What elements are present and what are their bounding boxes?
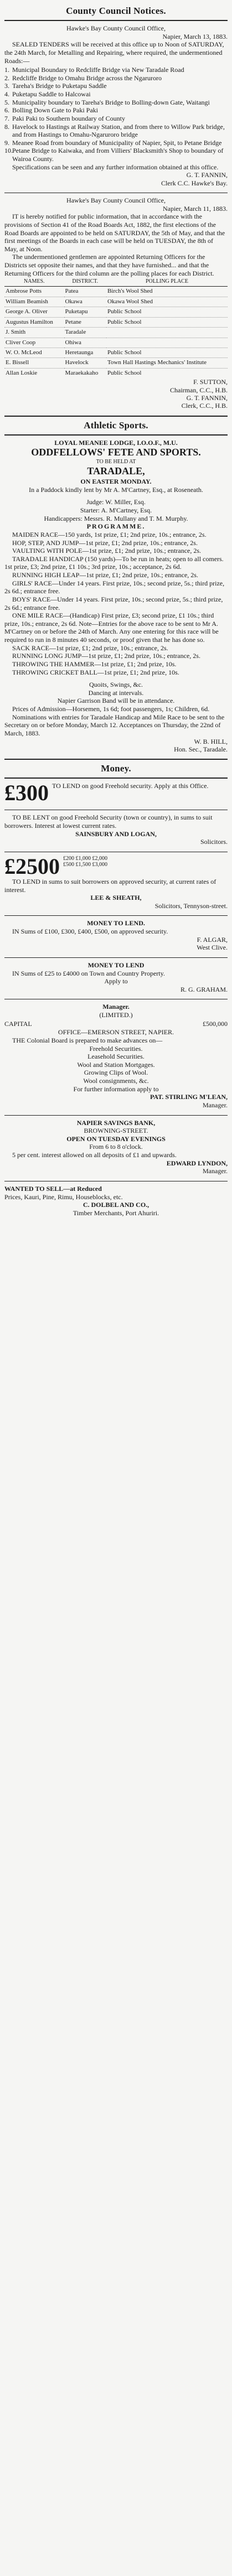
tenders-signature [4,171,228,187]
ad-text: TO BE LENT on good Freehold Security (town or country), in sums to suit borrowers. Interest at lowest current rates. [4,813,213,830]
athletic-signature [4,738,228,754]
table-row: W. O. McLeod Heretaunga Public School [4,348,228,357]
ad-text: IN Sums of £25 to £4000 on Town and Country Property. [12,969,165,977]
bank-hours: From 6 to 8 o'clock. [89,1143,143,1151]
company-item: Growing Clips of Wool. [84,1069,148,1077]
divider [4,20,228,21]
programme-title: PROGRAMME. [86,522,146,531]
tenders-date: Napier, March 13, 1883. [162,32,228,40]
bank-title: NAPIER SAVINGS BANK, [76,1118,156,1127]
tender-item: 10.Petane Bridge to Kaiwaka, and from Villiers' Blacksmith's Shop to boundary of Wairoa County. [4,147,224,163]
capital-label: CAPITAL [4,1019,32,1028]
divider [4,434,228,436]
tenders-header: Hawke's Bay County Council Office, [66,24,166,32]
table-row: William Beamish Okawa Okawa Wool Shed [4,297,228,307]
election-signature-clerk [4,394,228,410]
sum-value: £1,000 [75,855,91,862]
ad-heading: MONEY TO LEND. [87,919,145,927]
ad-text: IN Sums of £100, £300, £400, £500, on approved security. [12,927,168,935]
money-ad-5 [4,961,228,994]
table-row: Cliver Coop Ohiwa [4,338,228,348]
money-ad-1 [4,782,228,804]
col-polling: POLLING PLACE [106,277,228,287]
election-date: Napier, March 11, 1883. [162,204,228,212]
money-title: Money. [101,763,131,774]
tender-item: 3. Tareha's Bridge to Puketapu Saddle [4,82,107,90]
programme-list [4,531,228,676]
fete-location: In a Paddock kindly lent by Mr A. M'Cartney, Esq., at Roseneath. [29,485,203,494]
table-row: George A. Oliver Puketapu Public School [4,307,228,317]
company-item: Leasehold Securities. [87,1053,145,1061]
tenders-notice [4,24,228,187]
sum-table [63,856,107,868]
election-body-2: The undermentioned gentlemen are appointed Returning Officers for the Districts set opposite their names, and that they have furnished... and that the Returning Officers for the third column are the polling places for each District. [4,253,214,277]
sig-title: Hon. Sec., Taradale. [174,745,228,753]
sig-name: G. T. FANNIN, [186,393,228,402]
money-ad-1-row [4,782,228,804]
table-row: E. Bissell Havelock Town Hall Hastings Mechanics' Institute [4,358,228,368]
table-header [4,277,228,287]
tender-item: 8. Havelock to Hastings at Railway Station, and from there to Willow Park bridge, and from Hastings to Omahu-Ngaruroro bridge [4,122,225,139]
handicappers: Handicappers: Messrs. R. Mullany and T. M. Murphy. [44,514,188,522]
ad-name: F. ALGAR, [197,935,228,944]
lodge-name: LOYAL MEANEE LODGE, I.O.O.F., M.U. [54,438,178,447]
table-row: Allan Loskie Maraekakaho Public School [4,368,228,378]
tenders-intro: SEALED TENDERS will be received at this office up to Noon of SATURDAY, the 24th March, for Metalling and Repairing, where required, the undermentioned Roads:— [4,40,224,65]
bank-interest: 5 per cent. interest allowed on all deposits of £1 and upwards. [12,1151,177,1159]
sig-title: Clerk C.C. Hawke's Bay. [161,179,228,187]
event-item: THROWING THE HAMMER—1st prize, £1; 2nd prize, 10s. [12,660,177,668]
ad-name: SAINSBURY AND LOGAN, [75,830,157,838]
ad-name: LEE & SHEATH, [90,894,142,902]
table-row: J. Smith Taradale [4,328,228,338]
oddfellows-fete-ad [4,439,228,754]
company-item: Wool and Station Mortgages. [77,1060,155,1069]
event-item: RUNNING HIGH LEAP—1st prize, £1; 2nd prize, 10s.; entrance, 2s. [12,571,198,579]
tenders-specs: Specifications can be seen and any further information obtained at this office. [12,163,219,171]
sig-title: Chairman, C.C., H.B. [170,386,228,394]
wanted-name: C. DOLBEL AND CO., [83,1201,149,1209]
wanted-title: Timber Merchants, Port Ahuriri. [73,1209,159,1217]
event-item: GIRLS' RACE—Under 14 years. First prize, 10s.; second prize, 5s.; third prize, 2s 6d.; entrance free. [4,579,225,595]
company-contact: For further information apply to [73,1085,159,1093]
money-ad-3 [4,853,228,910]
held-at: TO BE HELD AT [96,459,136,465]
amount: £300 [4,780,49,806]
tender-item: 7. Paki Paki to Southern boundary of County [4,114,125,122]
tender-item: 5. Municipality boundary to Tareha's Bridge to Bolling-down Gate, Waitangi [4,98,210,106]
bank-manager-title: Manager. [203,1167,228,1175]
event-item: HOP, STEP, AND JUMP—1st prize, £1; 2nd prize, 10s.; entrance, 2s. [12,538,198,547]
extras-2: Dancing at intervals. [88,688,144,697]
prices: Prices of Admission—Horsemen, 1s 6d; foot passengers, 1s; Children, 6d. [12,705,210,713]
company-item: Wool consignments, &c. [83,1077,149,1085]
bank-manager-name: EDWARD LYNDON, [166,1159,228,1167]
ad-apply: Apply to [104,977,128,986]
election-notice [4,196,228,410]
divider [4,1115,228,1116]
bank-open: OPEN ON TUESDAY EVENINGS [66,1134,166,1143]
divider [4,759,228,760]
wanted-text: Prices, Kauri, Pine, Rimu, Houseblocks, etc. [4,1193,123,1201]
tender-item: 1. Municipal Boundary to Redcliffe Bridge via New Taradale Road [4,66,184,74]
sum-value: £3,000 [92,861,107,868]
tenders-list [4,66,228,163]
sum-value: £1,500 [75,861,91,868]
event-item: MAIDEN RACE—150 yards, 1st prize, £1; 2nd prize, 10s.; entrance, 2s. [12,530,207,538]
ad-title: Solicitors, Tennyson-street. [154,901,228,910]
nominations: Nominations with entries for Taradale Handicap and Mile Race to be sent to the Secretary on or before Monday, March 12. Acceptances on Thursday, the 22nd of March, 1883. [4,713,225,737]
col-names: NAMES. [4,277,64,287]
event-item: TARADALE HANDICAP (150 yards)—To be run in heats; open to all comers. 1st prize, £3; 2nd prize, £1 10s.; 3rd prize, 10s.; acceptance, 2s 6d. [4,554,224,571]
sum-value: £2,000 [92,855,107,862]
ad-heading: MONEY TO LEND [87,961,145,969]
extras-1: Quoits, Swings, &c. [89,681,143,689]
tender-item: 6. Bolling Down Gate to Paki Paki [4,106,98,115]
amount: £2500 [4,853,60,879]
event-item: VAULTING WITH POLE—1st prize, £1; 2nd prize, 10s.; entrance, 2s. [12,547,202,555]
col-district: DISTRICT. [64,277,106,287]
band: Napier Garrison Band will be in attendance. [57,697,175,705]
fete-title: ODDFELLOWS' FETE AND SPORTS. [31,447,201,458]
wanted-heading: WANTED TO SELL—at Reduced [4,1184,102,1193]
savings-bank-ad [4,1119,228,1175]
company-title: Manager. [102,1003,130,1011]
election-header: Hawke's Bay County Council Office, [66,196,166,205]
company-office: OFFICE—EMERSON STREET, NAPIER. [58,1028,174,1036]
company-item: Freehold Securities. [89,1044,143,1053]
starter: Starter: A. M'Cartney, Esq. [80,506,152,515]
sig-name: G. T. FANNIN, [186,171,228,179]
capital-value: £500,000 [203,1019,228,1028]
sum-value: £200 [63,855,74,862]
event-item: SACK RACE—1st prize, £1; 2nd prize, 10s.; entrance, 2s. [12,644,168,652]
event-item: RUNNING LONG JUMP—1st prize, £1; 2nd prize, 10s.; entrance, 2s. [12,652,200,660]
money-ad-4 [4,919,228,952]
bank-street: BROWNING-STREET. [84,1127,148,1135]
company-items [4,1045,228,1085]
tender-item: 9. Meanee Road from boundary of Municipality of Napier, Spit, to Petane Bridge [4,138,222,147]
company-manager-name: PAT. STIRLING M'LEAN, [149,1093,228,1101]
event-item: ONE MILE RACE—(Handicap) First prize, £3; second prize, £1 10s.; third prize, 10s.; entrance, 2s 6d. Note—Entries for the above race to be sent to Mr A. M'Cartney on or before the 24th of March. Any one entering for this race will be required to run in 8 minutes 40 seconds, or proof given that he has done so. [4,611,219,644]
divider [4,957,228,958]
divider [4,416,228,417]
fete-day: ON EASTER MONDAY. [80,478,152,486]
ad-name: R. G. GRAHAM. [180,985,228,993]
money-ad-3-row [4,853,228,879]
tender-item: 4. Puketapu Saddle to Halcowai [4,90,91,98]
column [0,0,232,1225]
sum-value: £500 [63,861,74,868]
election-signature-chairman [4,378,228,394]
event-item: THROWING CRICKET BALL—1st prize, £1; 2nd prize, 10s. [12,668,179,676]
election-body-1: IT is hereby notified for public information, that in accordance with the provisions of Section 41 of the Road Boards Act, 1882, the first elections of the Road Boards are appointed to be held on SATURDAY, the 5th of May, and that the first meetings of the Boards in each case will be held on TUESDAY, the 8th of May, at Noon. [4,212,225,253]
company-manager-title: Manager. [203,1101,228,1109]
money-ad-2 [4,813,228,846]
wanted-to-sell-ad [4,1185,228,1217]
divider [4,915,228,916]
divider [4,778,228,779]
ad-text: TO LEND on good Freehold security. Apply at this Office. [52,782,209,790]
fete-place: TARADALE, [87,465,145,477]
company-text: THE Colonial Board is prepared to make advances on— [12,1036,163,1044]
table-row: Augustus Hamilton Petane Public School [4,317,228,327]
table-row: Ambrose Potts Patea Birch's Wool Shed [4,287,228,297]
athletic-sports-title: Athletic Sports. [84,419,148,431]
capital-row [4,1019,228,1029]
company-limited: (LIMITED.) [99,1011,133,1019]
sig-name: F. SUTTON, [193,378,228,386]
sig-title: Clerk, C.C., H.B. [181,402,228,410]
county-council-title: County Council Notices. [66,6,166,16]
event-item: BOYS' RACE—Under 14 years. First prize, 10s.; second prize, 5s.; third prize, 2s 6d.; entrance free. [4,595,223,611]
returning-officers-table [4,277,228,378]
sig-name: W. B. HILL, [194,737,228,745]
tender-item: 2. Redcliffe Bridge to Omahu Bridge across the Ngaruroro [4,74,162,82]
ad-text: TO LEND in sums to suit borrowers on approved security, at current rates of interest. [4,877,216,894]
ad-title: West Clive. [197,944,228,952]
judge: Judge: W. Miller, Esq. [86,498,146,506]
ad-title: Solicitors. [200,838,228,846]
northern-investment-ad [4,1003,228,1109]
